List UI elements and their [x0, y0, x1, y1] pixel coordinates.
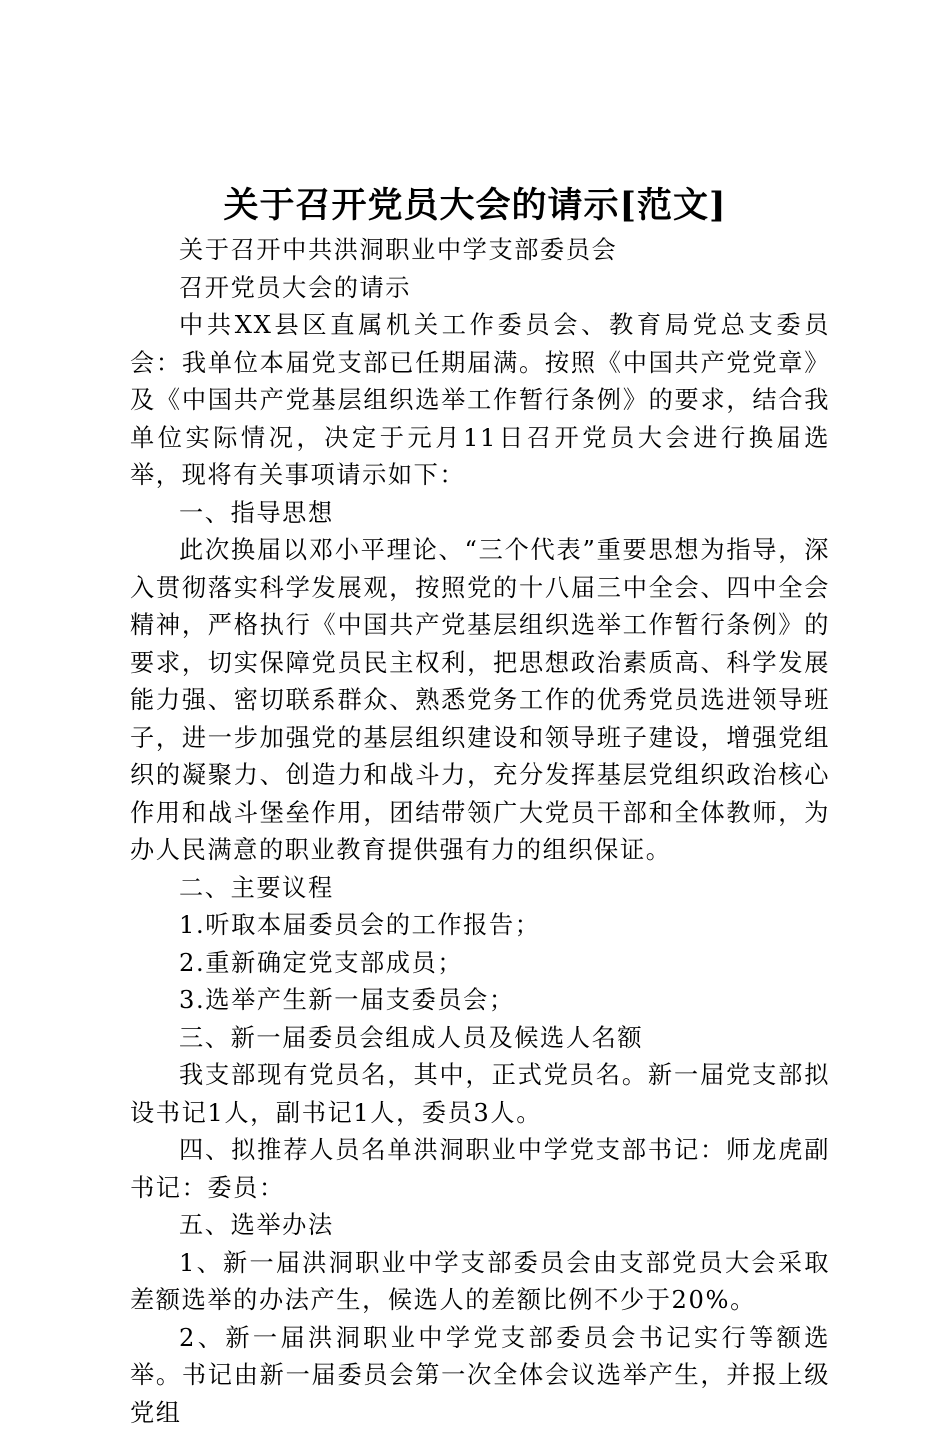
paragraph-committee-members: 我支部现有党员名，其中，正式党员名。新一届党支部拟设书记1人，副书记1人，委员3人。 — [130, 1057, 830, 1132]
agenda-item-2: 2.重新确定党支部成员； — [130, 945, 830, 983]
agenda-item-1: 1.听取本届委员会的工作报告； — [130, 907, 830, 945]
paragraph-subtitle-line-2: 召开党员大会的请示 — [130, 270, 830, 308]
heading-guiding-thought: 一、指导思想 — [130, 495, 830, 533]
heading-election-method: 五、选举办法 — [130, 1207, 830, 1245]
paragraph-guiding-thought: 此次换届以邓小平理论、“三个代表”重要思想为指导，深入贯彻落实科学发展观，按照党的十八届三中全会、四中全会精神，严格执行《中国共产党基层组织选举工作暂行条例》的要求，切实保障党员民主权利，把思想政治素质高、科学发展能力强、密切联系群众、熟悉党务工作的优秀党员选进领导班子，进一步加强党的基层组织建设和领导班子建设，增强党组织的凝聚力、创造力和战斗力，充分发挥基层党组织政治核心作用和战斗堡垒作用，团结带领广大党员干部和全体教师，为办人民满意的职业教育提供强有力的组织保证。 — [130, 532, 830, 870]
paragraph-subtitle-line-1: 关于召开中共洪洞职业中学支部委员会 — [130, 232, 830, 270]
document-title: 关于召开党员大会的请示[范文] — [0, 180, 950, 232]
election-method-item-1: 1、新一届洪洞职业中学支部委员会由支部党员大会采取差额选举的办法产生，候选人的差额比例不少于20%。 — [130, 1245, 830, 1320]
heading-main-agenda: 二、主要议程 — [130, 870, 830, 908]
heading-committee-members: 三、新一届委员会组成人员及候选人名额 — [130, 1020, 830, 1058]
election-method-item-2: 2、新一届洪洞职业中学党支部委员会书记实行等额选举。书记由新一届委员会第一次全体会议选举产生，并报上级党组 — [130, 1320, 830, 1432]
agenda-item-3: 3.选举产生新一届支委员会； — [130, 982, 830, 1020]
paragraph-recommended-list: 四、拟推荐人员名单洪洞职业中学党支部书记：师龙虎副书记：委员： — [130, 1132, 830, 1207]
paragraph-salutation: 中共XX县区直属机关工作委员会、教育局党总支委员会：我单位本届党支部已任期届满。按照《中国共产党党章》及《中国共产党基层组织选举工作暂行条例》的要求，结合我单位实际情况，决定于元月11日召开党员大会进行换届选举，现将有关事项请示如下： — [130, 307, 830, 495]
document-body — [130, 232, 830, 1432]
